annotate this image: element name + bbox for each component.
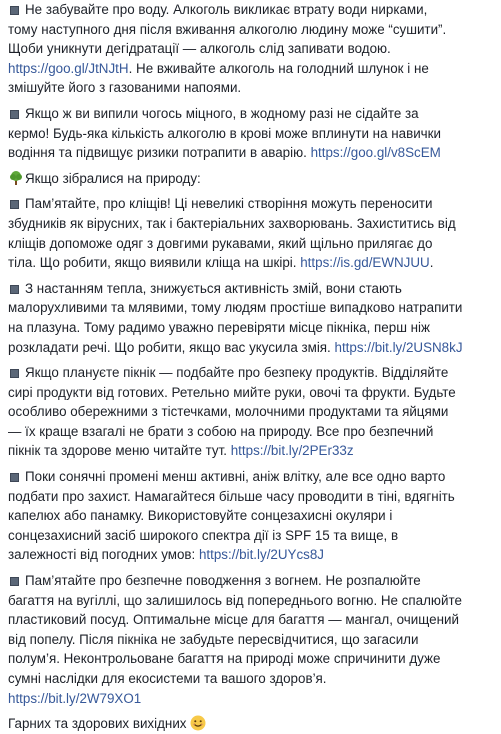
paragraph-text: Пам’ятайте, про кліщів! Ці невеликі створіння можуть переносити	[25, 196, 433, 212]
link-fire[interactable]: https://bit.ly/2W79XO1	[8, 690, 142, 706]
square-bullet-icon	[10, 473, 19, 482]
square-bullet-icon	[10, 200, 19, 209]
paragraph-text: пластиковий посуд. Оптимальне місце для багаття — мангал, очищений	[8, 612, 459, 628]
paragraph-sun	[8, 467, 501, 565]
paragraph-text: Якщо плануєте пікнік — подбайте про безпеку продуктів. Відділяйте	[25, 365, 449, 381]
paragraph-water	[8, 0, 501, 98]
paragraph-text: подбати про захист. Намагайтеся більше часу проводити в тіні, вдягніть	[8, 488, 455, 504]
closing-line	[8, 714, 501, 734]
line	[8, 143, 501, 163]
square-bullet-icon	[10, 577, 19, 586]
square-bullet-icon	[10, 110, 19, 119]
link-food[interactable]: https://bit.ly/2PEr33z	[230, 443, 354, 459]
paragraph-text: кермо! Будь-яка кількість алкоголю в крові може вплинути на навички	[8, 125, 441, 141]
square-bullet-icon	[10, 285, 19, 294]
paragraph-text: сумні наслідки для екосистеми та вашого здоров’я.	[8, 671, 327, 686]
paragraph-text: З настанням тепла, знижується активність змій, вони стають	[25, 280, 402, 296]
paragraph-driving	[8, 104, 501, 163]
line	[8, 467, 501, 487]
paragraph-text: . Не вживайте алкоголь на голодний шлунок і не	[128, 60, 429, 76]
line	[8, 279, 501, 299]
paragraph-text: змішуйте його з газованими напоями.	[8, 80, 242, 96]
paragraph-text: .	[429, 255, 434, 271]
paragraph-text: розкладати речі. Що робити, якщо вас укусила змія.	[8, 339, 331, 355]
paragraph-snakes	[8, 279, 501, 357]
paragraph-fire	[8, 571, 501, 708]
paragraph-ticks	[8, 194, 501, 272]
paragraph-text: багаття на вугіллі, що залишилось від попереднього вогню. Не спалюйте	[8, 592, 462, 608]
line	[8, 59, 501, 79]
line	[8, 253, 501, 273]
paragraph-text: Поки сонячні промені менш активні, аніж влітку, але все одно варто	[25, 469, 446, 485]
line	[8, 545, 501, 565]
paragraph-text: водіння та підвищує ризики потрапити в аварію.	[8, 145, 307, 161]
heading-text: Якщо зібралися на природу:	[25, 170, 201, 186]
paragraph-text: малорухливими та млявими, тому людям простіше випадково натрапити	[8, 300, 463, 316]
link-ticks[interactable]: https://is.gd/EWNJUU	[300, 255, 430, 271]
paragraph-text: від попелу. Після пікніка не забудьте пересвідчитися, що загасили	[8, 631, 419, 647]
line	[8, 689, 501, 709]
link-driving[interactable]: https://goo.gl/v8ScEM	[310, 145, 441, 161]
paragraph-text: залежності від погодних умов:	[8, 547, 196, 563]
deciduous-tree-emoji-icon	[8, 170, 24, 186]
line	[8, 363, 501, 383]
link-water[interactable]: https://goo.gl/JtNJtH	[8, 60, 129, 76]
square-bullet-icon	[10, 6, 19, 15]
section-heading	[8, 169, 501, 189]
paragraph-text: Не забувайте про воду. Алкоголь викликає втрату води нирками,	[25, 2, 428, 17]
line	[8, 104, 501, 124]
paragraph-text: кліщів допоможе одяг з довгими рукавами, який щільно прилягає до	[8, 235, 433, 251]
line	[8, 441, 501, 461]
paragraph-text: Щоби уникнути дегідратації — алкоголь слід запивати водою.	[8, 41, 391, 57]
paragraph-text: полум’я. Неконтрольоване багаття на природі може спричинити дуже	[8, 651, 441, 667]
smiling-face-emoji-icon	[190, 715, 206, 731]
paragraph-text: сонцезахисний засіб широкого спектра дії із SPF 15 та вище, в	[8, 527, 399, 543]
paragraph-text: тіла. Що робити, якщо виявили кліща на шкірі.	[8, 255, 297, 271]
link-snakes[interactable]: https://bit.ly/2USN8kJ	[334, 339, 463, 355]
square-bullet-icon	[10, 369, 19, 378]
paragraph-text: на плазуна. Тому радимо уважно перевіряти місце пікніка, перш ніж	[8, 319, 430, 335]
paragraph-text: Пам’ятайте про безпечне поводження з вогнем. Не розпалюйте	[25, 573, 421, 589]
line	[8, 0, 501, 20]
paragraph-text: капелюх або панамку. Використовуйте сонцезахисні окуляри і	[8, 508, 393, 524]
line	[8, 571, 501, 591]
paragraph-text: збудників як вірусних, так і бактеріальних захворювань. Захиститись від	[8, 215, 456, 231]
paragraph-text: сирі продукти від готових. Ретельно мийте руки, овочі та фрукти. Будьте	[8, 384, 456, 400]
paragraph-text: Якщо ж ви випили чогось міцного, в жодному разі не сідайте за	[25, 105, 419, 121]
paragraph-text: пікнік та здорове меню читайте тут.	[8, 443, 227, 459]
paragraph-text: — їх краще взагалі не брати з собою на природу. Все про безпечний	[8, 423, 434, 439]
paragraph-text: особливо обережними з тістечками, молочними продуктами та яйцями	[8, 404, 449, 420]
paragraph-food	[8, 363, 501, 461]
paragraph-text: тому наступного дня після вживання алкоголю людину може “сушити”.	[8, 21, 447, 37]
line	[8, 338, 501, 358]
link-sun[interactable]: https://bit.ly/2UYcs8J	[198, 547, 324, 563]
closing-text: Гарних та здорових вихідних	[8, 716, 187, 732]
line	[8, 194, 501, 214]
